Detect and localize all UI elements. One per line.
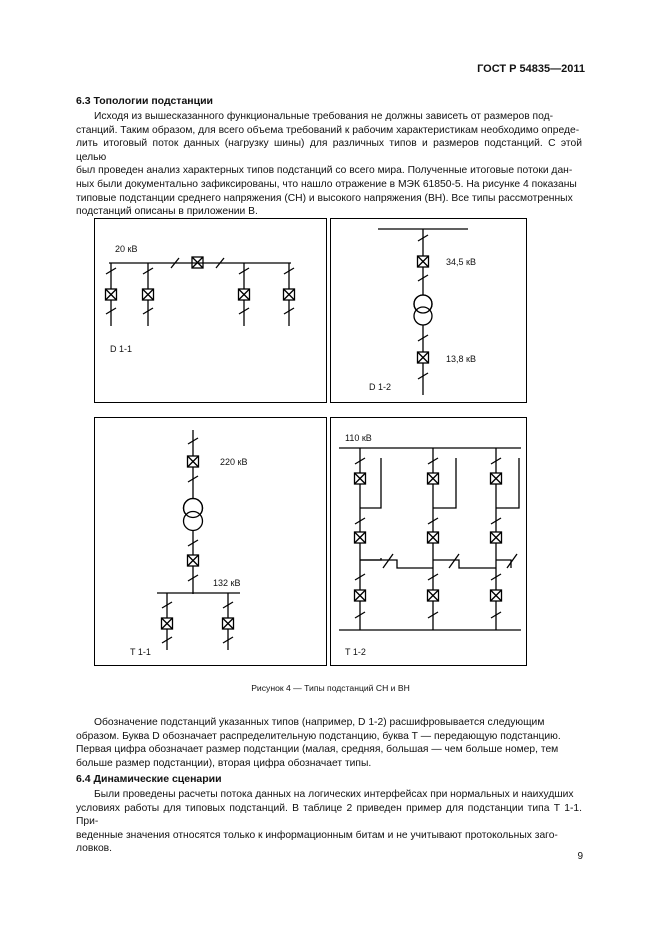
text-line: больше размер подстанции), вторая цифра обозначает типы. [76, 757, 372, 769]
diagram-t-1-2 [330, 417, 527, 666]
text-line: веденные значения относятся только к информационным битам и не учитывают протокольных заго- [76, 829, 558, 841]
t-1-1-bottom-voltage: 132 кВ [213, 578, 241, 588]
document-code: ГОСТ Р 54835—2011 [477, 63, 585, 75]
d-1-2-top-voltage: 34,5 кВ [446, 257, 476, 267]
d-1-1-voltage-label: 20 кВ [115, 244, 138, 254]
designation-paragraph [76, 716, 582, 770]
t-1-2-voltage-label: 110 кВ [345, 433, 372, 443]
d-1-1-name: D 1-1 [110, 344, 133, 354]
d-1-2-name: D 1-2 [369, 382, 392, 392]
page-number: 9 [577, 851, 583, 862]
text-line: образом. Буква D обозначает распределительную подстанцию, буква Т — передающую подстанцию. [76, 730, 561, 742]
text-line: станций. Таким образом, для всего объема требований к рабочим характеристикам необходимо опреде- [76, 124, 580, 136]
diagram-d-1-1 [94, 218, 327, 403]
text-line: ных были документально зафиксированы, что нашло отражение в МЭК 61850-5. На рисунке 4 показаны [76, 178, 577, 190]
t-1-1-schematic [95, 418, 328, 667]
t-1-1-name: T 1-1 [130, 647, 151, 657]
figure-caption: Рисунок 4 — Типы подстанций СН и ВН [251, 683, 410, 693]
text-line: лить итоговый поток данных (нагрузку шины) для различных типов и размеров подстанций. С этой целью [76, 138, 582, 163]
diagram-d-1-2 [330, 218, 527, 403]
d-1-2-schematic [331, 219, 528, 404]
text-line: Обозначение подстанций указанных типов (например, D 1-2) расшифровывается следующим [94, 717, 545, 728]
text-line: Первая цифра обозначает размер подстанции (малая, средняя, большая — чем больше номер, тем [76, 744, 559, 756]
text-line: типовые подстанции среднего напряжения (СН) и высокого напряжения (ВН). Все типы рассмотренных [76, 192, 573, 204]
section-6-3-title: 6.3 Топологии подстанции [76, 95, 213, 107]
text-line: Исходя из вышесказанного функциональные требования не должны зависеть от размеров под- [94, 111, 554, 122]
section-6-4-title: 6.4 Динамические сценарии [76, 773, 222, 785]
t-1-2-schematic [331, 418, 528, 667]
text-line: был проведен анализ характерных типов подстанций со всего мира. Полученные итоговые потоки дан- [76, 165, 573, 177]
section-6-3-text [76, 110, 582, 219]
text-line: подстанций описаны в приложении В. [76, 206, 258, 218]
t-1-1-top-voltage: 220 кВ [220, 457, 248, 467]
diagram-t-1-1 [94, 417, 327, 666]
t-1-2-name: T 1-2 [345, 647, 366, 657]
d-1-2-bottom-voltage: 13,8 кВ [446, 354, 476, 364]
section-6-4-text [76, 788, 582, 856]
text-line: условиях работы для типовых подстанций. В таблице 2 приведен пример для подстанции типа Т 1-1. При- [76, 802, 582, 828]
text-line: ловков. [76, 843, 112, 855]
text-line: Были проведены расчеты потока данных на логических интерфейсах при нормальных и наихудших [94, 789, 574, 800]
